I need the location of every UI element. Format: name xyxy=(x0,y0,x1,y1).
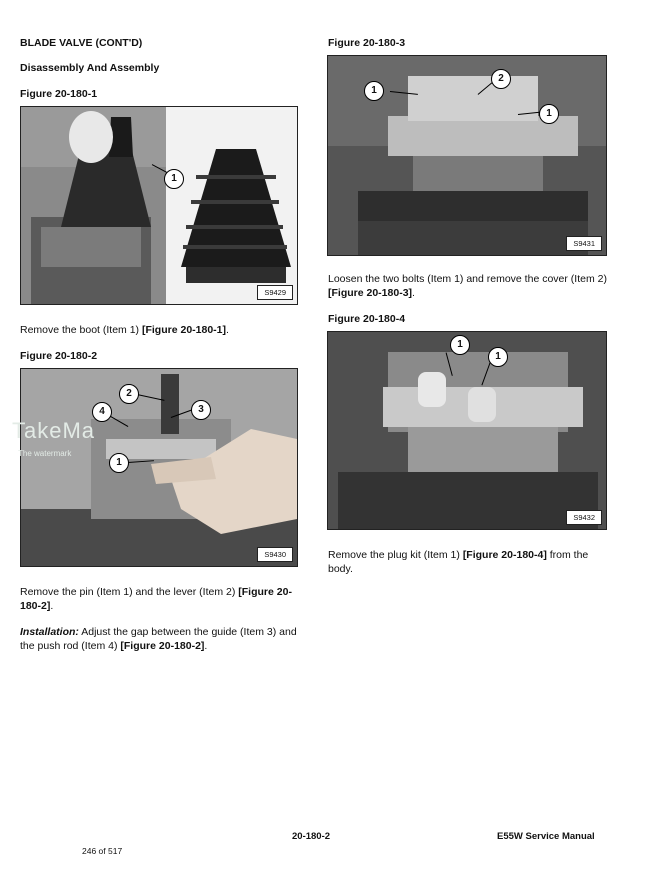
paragraph-2: Remove the pin (Item 1) and the lever (Item 2) [Figure 20-180-2]. xyxy=(20,586,292,612)
figure-3-title: Figure 20-180-3 xyxy=(328,37,406,49)
paragraph-4: Loosen the two bolts (Item 1) and remove the cover (Item 2) [Figure 20-180-3]. xyxy=(328,273,607,299)
subsection-title: Disassembly And Assembly xyxy=(20,62,160,74)
figure-4-callout-1b: 1 xyxy=(488,347,508,367)
figure-2-callout-4: 4 xyxy=(92,402,112,422)
figure-2-callout-1: 1 xyxy=(109,453,129,473)
figure-2-title: Figure 20-180-2 xyxy=(20,350,98,362)
footer-page-ref: 20-180-2 xyxy=(292,831,331,842)
figure-2-callout-2: 2 xyxy=(119,384,139,404)
figure-2-callout-3: 3 xyxy=(191,400,211,420)
watermark-brand: TakeMa xyxy=(12,418,96,443)
figure-1-illustration xyxy=(21,107,297,304)
paragraph-3: Installation: Adjust the gap between the guide (Item 3) and the push rod (Item 4) [Figure 20-180-2]. xyxy=(20,626,297,652)
figure-3-callout-1a: 1 xyxy=(364,81,384,101)
watermark-subtext: The watermark xyxy=(18,449,72,458)
figure-1-callout-1: 1 xyxy=(164,169,184,189)
figure-3-photo xyxy=(327,55,607,256)
figure-3-id: S9431 xyxy=(566,236,602,251)
figure-4-photo xyxy=(327,331,607,530)
figure-1-title: Figure 20-180-1 xyxy=(20,88,98,100)
figure-4-id: S9432 xyxy=(566,510,602,525)
figure-4-illustration xyxy=(328,332,606,529)
figure-3-callout-2: 2 xyxy=(491,69,511,89)
section-title: BLADE VALVE (CONT'D) xyxy=(20,37,143,49)
paragraph-5: Remove the plug kit (Item 1) [Figure 20-180-4] from the body. xyxy=(328,549,589,575)
figure-3-callout-1b: 1 xyxy=(539,104,559,124)
figure-4-callout-1a: 1 xyxy=(450,335,470,355)
figure-1-photo xyxy=(20,106,298,305)
page-count: 246 of 517 xyxy=(82,846,123,856)
figure-4-title: Figure 20-180-4 xyxy=(328,313,406,325)
figure-2-photo xyxy=(20,368,298,567)
figure-1-id: S9429 xyxy=(257,285,293,300)
paragraph-1: Remove the boot (Item 1) [Figure 20-180-1]. xyxy=(20,324,229,336)
figure-2-id: S9430 xyxy=(257,547,293,562)
footer-manual-title: E55W Service Manual xyxy=(497,831,595,842)
